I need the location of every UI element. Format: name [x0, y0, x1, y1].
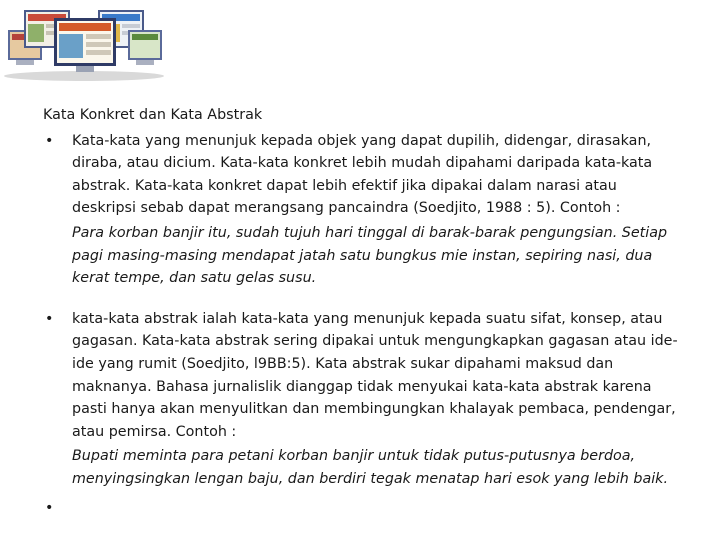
bullet-icon: • [45, 499, 54, 516]
bullet-text: kata-kata abstrak ialah kata-kata yang menunjuk kepada suatu sifat, konsep, atau gagasan. Kata-kata abstrak sering dipakai untuk mengungkapkan gagasan atau ide-ide yang rumit (Soedjito, l9BB:5). Kata abstrak sukar dipahami maksud dan maknanya. Bahasa jurnalislik dianggap tidak menyukai kata-kata abstrak karena pasti hanya akan menyulitkan dan membingungkan khalayak pembaca, pendengar, atau pemirsa. Contoh : [72, 310, 678, 440]
slide-title: Kata Konkret dan Kata Abstrak [43, 107, 263, 123]
bullet-text: Kata-kata yang menunjuk kepada objek yang dapat dupilih, didengar, dirasakan, diraba, atau dicium. Kata-kata konkret lebih mudah dipahami daripada kata-kata abstrak. Kata-kata konkret dapat lebih efektif jika dipakai dalam narasi atau deskripsi sebab dapat merangsang pancaindra (Soedjito, 1988 : 5). Contoh : [72, 132, 653, 217]
bullet-item-empty [43, 497, 683, 520]
bullet-icon: • [45, 310, 54, 327]
bullet-item-concrete [43, 130, 683, 290]
monitors-logo-image [2, 2, 167, 82]
bullet-icon: • [45, 132, 54, 149]
bullet-body [72, 130, 683, 290]
bullet-example: Para korban banjir itu, sudah tujuh hari tinggal di barak-barak pengungsian. Setiap pagi masing-masing mendapat jatah satu bungkus mie instan, sepiring nasi, dua kerat tempe, dan satu gelas susu. [72, 224, 668, 287]
bullet-body [72, 308, 683, 491]
bullet-item-abstract [43, 308, 683, 491]
slide-content [43, 104, 683, 519]
bullet-example: Bupati meminta para petani korban banjir untuk tidak putus-putusnya berdoa, menyingsingkan lengan baju, dan berdiri tegak menatap hari esok yang lebih baik. [72, 448, 669, 487]
